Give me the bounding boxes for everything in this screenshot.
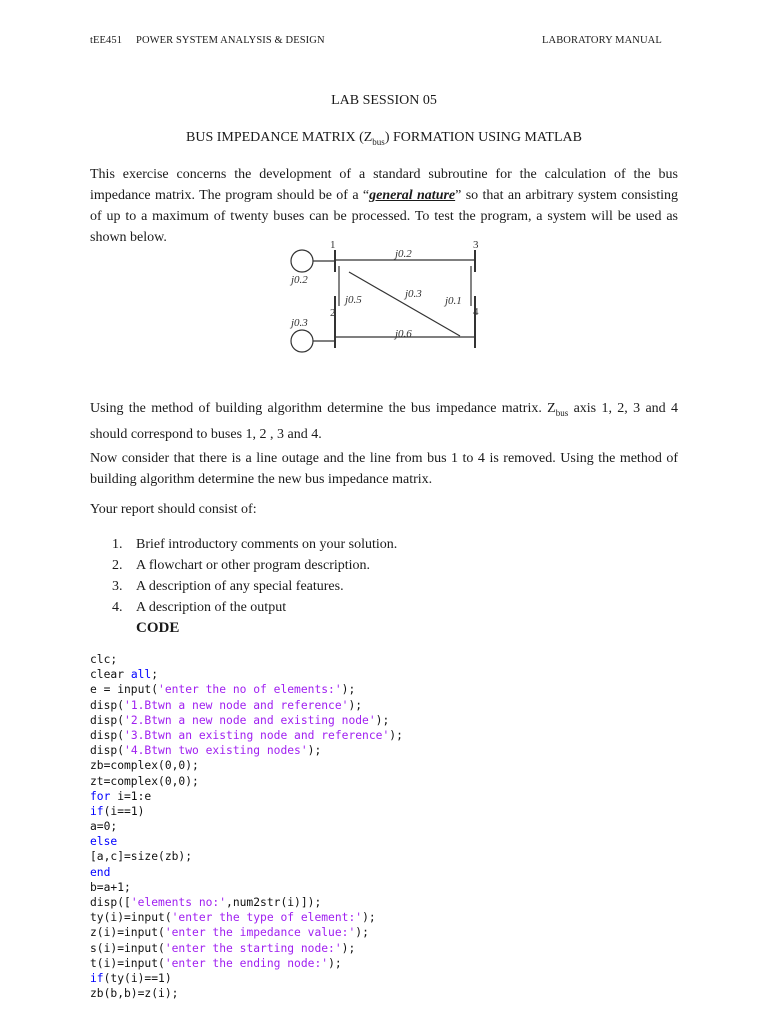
- code-text: clc;: [90, 653, 118, 666]
- list-item: 1. Brief introductory comments on your solution.: [112, 537, 398, 552]
- code-text: );: [307, 744, 322, 758]
- code-line: [90, 849, 403, 864]
- code-line: [90, 743, 403, 758]
- code-text: z(i)=input(: [90, 926, 165, 940]
- lab-session-title: LAB SESSION 05: [331, 93, 437, 108]
- code-line: [90, 758, 403, 773]
- line-outage-paragraph: Now consider that there is a line outage and the line from bus 1 to 4 is removed. Using the method of building algorithm determine the new bus impedance matrix.: [90, 451, 678, 487]
- code-string: '1.Btwn a new node and reference': [124, 698, 349, 712]
- list-item: 3. A description of any special features.: [112, 579, 344, 594]
- code-keyword: end: [90, 865, 111, 879]
- zbus-paragraph: Using the method of building algorithm determine the bus impedance matrix. $Z_{bus}$ axis 1, 2, 3 and 4 should correspond to buses 1, 2 , 3 and 4.: [90, 401, 678, 442]
- page-title: BUS IMPEDANCE MATRIX $(Z_{bus})$ FORMATION USING MATLAB: [186, 130, 582, 147]
- imp-line-1-4: j0.3: [405, 288, 422, 300]
- code-text: );: [328, 956, 342, 970]
- code-string: 'elements no:': [130, 896, 227, 909]
- code-text: ,num2str(i)]);: [226, 896, 322, 909]
- code-keyword: if: [90, 971, 104, 985]
- code-text: a=0;: [90, 820, 118, 834]
- code-line: [90, 819, 403, 834]
- list-item: 4. A description of the output: [112, 600, 287, 615]
- code-line: [90, 774, 403, 789]
- code-text: (i==1): [103, 804, 145, 818]
- code-text: s(i)=input(: [90, 941, 165, 955]
- matlab-code-block: [90, 652, 403, 1001]
- code-text: disp(: [90, 728, 125, 742]
- generator-2-icon: [291, 330, 313, 352]
- code-line: [90, 986, 403, 1001]
- code-text: t(i)=input(: [90, 956, 165, 970]
- code-keyword: else: [90, 835, 118, 849]
- imp-line-1-3: j0.2: [395, 248, 412, 260]
- code-line: [90, 713, 403, 728]
- code-line: [90, 682, 403, 697]
- code-line: [90, 895, 403, 910]
- code-text: );: [348, 698, 363, 712]
- generator-1-icon: [291, 250, 313, 272]
- code-text: [a,c]=size(zb);: [90, 850, 193, 864]
- manual-label: LABORATORY MANUAL: [542, 35, 662, 46]
- report-intro: Your report should consist of:: [90, 502, 257, 517]
- code-keyword: for: [90, 789, 111, 803]
- code-line: [90, 652, 403, 667]
- code-line: [90, 804, 403, 819]
- code-line: [90, 789, 403, 804]
- course-code: tEE451: [90, 35, 123, 46]
- power-system-diagram: [285, 236, 495, 358]
- bus-label-1: 1: [330, 239, 336, 251]
- code-text: i=1:e: [110, 789, 152, 803]
- course-title: POWER SYSTEM ANALYSIS & DESIGN: [136, 35, 325, 46]
- code-text: zt=complex(0,0);: [90, 774, 199, 788]
- code-text: );: [341, 941, 356, 955]
- code-string: 'enter the type of element:': [171, 911, 363, 925]
- imp-line-3-4: j0.1: [445, 295, 462, 307]
- bus-label-4: 4: [473, 306, 479, 318]
- code-text: clear: [90, 668, 131, 682]
- bus-label-2: 2: [330, 307, 336, 319]
- code-line: [90, 698, 403, 713]
- code-text: zb=complex(0,0);: [90, 759, 199, 773]
- code-text: e = input(: [90, 683, 159, 697]
- code-text: (ty(i)==1): [103, 971, 172, 985]
- code-line: [90, 728, 403, 743]
- code-text: ty(i)=input(: [90, 911, 172, 925]
- code-text: disp([: [90, 896, 131, 909]
- code-text: );: [389, 728, 403, 742]
- code-string: 'enter the impedance value:': [164, 926, 356, 940]
- imp-line-2-4: j0.6: [395, 328, 412, 340]
- code-keyword: all: [130, 668, 152, 682]
- code-string: 'enter the ending node:': [164, 956, 329, 970]
- code-line: [90, 834, 403, 849]
- code-string: '4.Btwn two existing nodes': [124, 744, 308, 758]
- code-text: );: [355, 926, 369, 940]
- code-text: ;: [151, 668, 159, 682]
- code-heading: CODE: [136, 620, 180, 636]
- code-line: [90, 971, 403, 986]
- code-text: b=a+1;: [90, 880, 131, 894]
- code-text: disp(: [90, 698, 125, 712]
- code-text: );: [375, 713, 390, 727]
- list-item: 2. A flowchart or other program description.: [112, 558, 371, 573]
- code-text: );: [362, 911, 376, 925]
- code-line: [90, 941, 403, 956]
- imp-gen2: j0.3: [291, 317, 308, 329]
- code-line: [90, 880, 403, 895]
- code-text: zb(b,b)=z(i);: [90, 987, 179, 1001]
- code-line: [90, 925, 403, 940]
- code-text: );: [341, 683, 356, 697]
- code-line: [90, 667, 403, 682]
- bus-label-3: 3: [473, 239, 479, 251]
- imp-line-1-2: j0.5: [345, 294, 362, 306]
- code-string: '3.Btwn an existing node and reference': [124, 728, 390, 742]
- code-keyword: if: [90, 804, 104, 818]
- code-string: 'enter the no of elements:': [158, 683, 342, 697]
- code-string: 'enter the starting node:': [164, 941, 342, 955]
- code-line: [90, 865, 403, 880]
- emphasis-text: general nature: [369, 188, 456, 203]
- code-text: disp(: [90, 713, 125, 727]
- report-list: [90, 537, 397, 621]
- code-text: disp(: [90, 744, 125, 758]
- imp-gen1: j0.2: [291, 274, 308, 286]
- code-string: '2.Btwn a new node and existing node': [124, 713, 376, 727]
- code-line: [90, 956, 403, 971]
- intro-paragraph: This exercise concerns the development of a standard subroutine for the calculation of the bus impedance matrix. The program should be of a “general nature” so that an arbitrary system consisting of up to a maximum of twenty buses can be processed. To test the program, a system will be used as shown below.: [90, 167, 678, 245]
- code-line: [90, 910, 403, 925]
